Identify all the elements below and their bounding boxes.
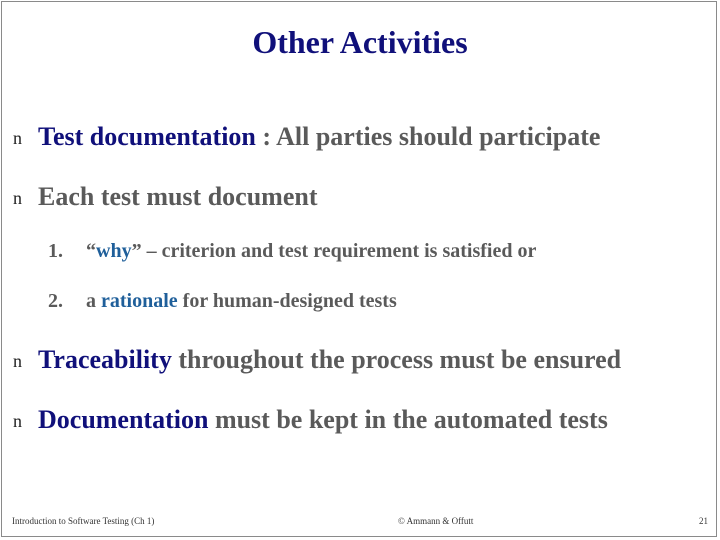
item-post: for human-designed tests <box>177 290 397 312</box>
bullet-rest: must be kept in the automated tests <box>208 405 608 434</box>
numbered-item <box>48 290 397 313</box>
bullet-item <box>0 345 720 385</box>
bullet-keyword: Documentation <box>38 405 209 434</box>
bullet-marker-icon: n <box>13 188 22 208</box>
bullet-rest: throughout the process must be ensured <box>171 345 622 374</box>
bullet-text <box>38 182 318 212</box>
bullet-text <box>38 405 608 435</box>
item-post: ” – criterion and test requirement is satisfied or <box>131 240 537 262</box>
item-pre: a <box>86 290 101 312</box>
page-number: 21 <box>699 516 708 526</box>
bullet-marker-icon: n <box>13 351 22 371</box>
item-number: 2. <box>48 290 63 312</box>
bullet-item <box>0 122 720 162</box>
item-keyword: rationale <box>101 290 178 312</box>
item-number: 1. <box>48 240 63 262</box>
bullet-rest: Each test must document <box>38 182 318 211</box>
item-keyword: why <box>96 240 132 262</box>
bullet-item <box>0 182 720 222</box>
footer-course: Introduction to Software Testing (Ch 1) <box>12 516 155 526</box>
bullet-text <box>38 345 621 375</box>
bullet-keyword: Traceability <box>38 345 172 374</box>
slide-title: Other Activities <box>252 24 468 60</box>
bullet-rest: : All parties should participate <box>255 122 601 151</box>
bullet-marker-icon: n <box>13 128 22 148</box>
numbered-item <box>48 240 536 263</box>
item-pre: “ <box>86 240 96 262</box>
bullet-marker-icon: n <box>13 411 22 431</box>
bullet-text <box>38 122 600 152</box>
bullet-item <box>0 405 720 445</box>
footer-copyright: © Ammann & Offutt <box>398 516 474 526</box>
slide-frame <box>1 1 717 537</box>
bullet-keyword: Test documentation <box>38 122 256 151</box>
